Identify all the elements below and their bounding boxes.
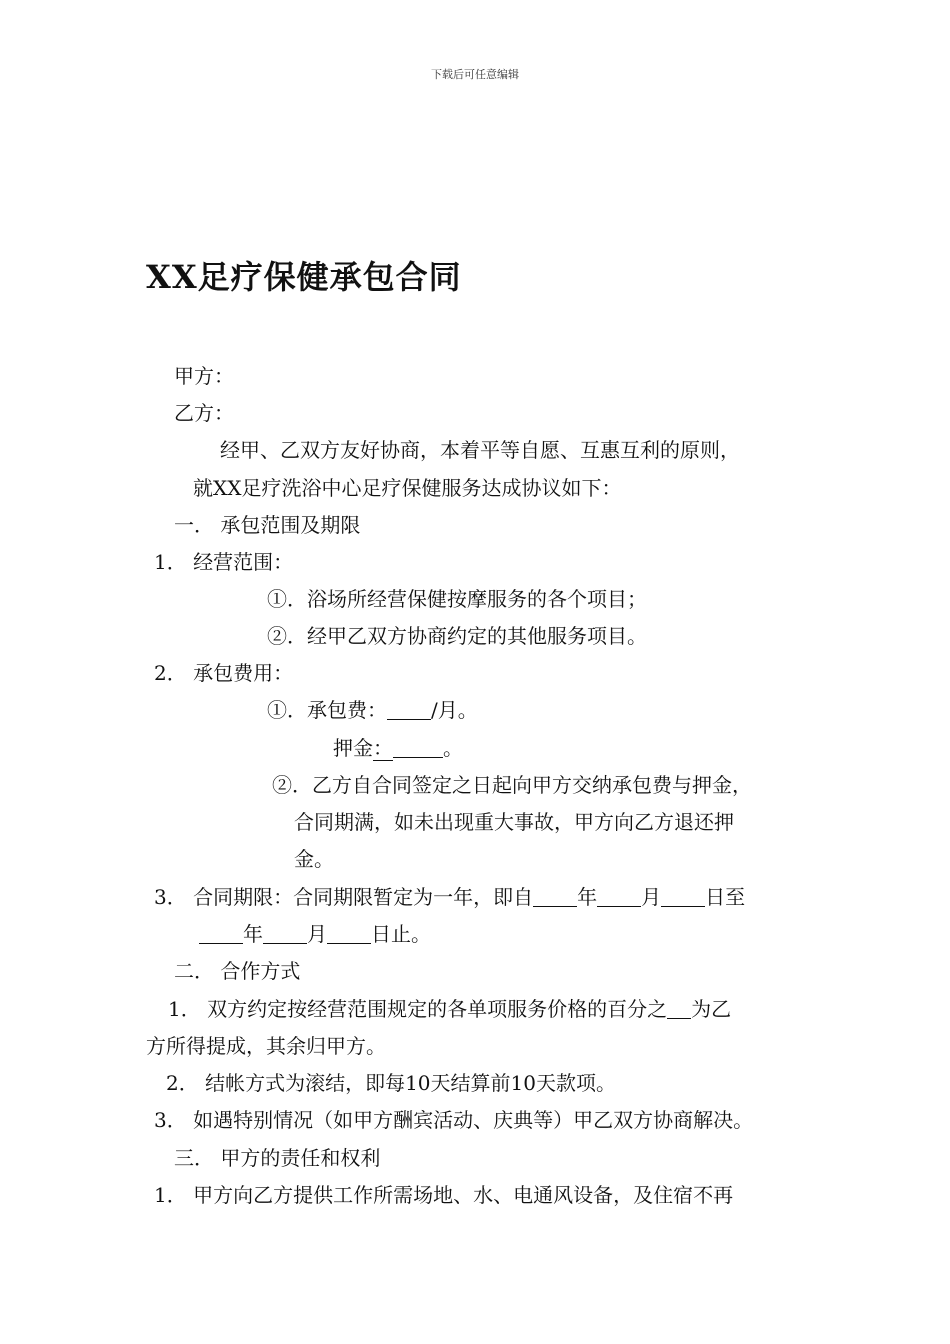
- item-2-1-cont: 方所得提成，其余归甲方。: [146, 1034, 386, 1058]
- deposit-end: 。: [443, 736, 463, 760]
- item-1-2-c-line-2: 合同期满，如未出现重大事故，甲方向乙方退还押: [294, 810, 734, 834]
- item-1-1: 1． 经营范围：: [154, 550, 294, 574]
- party-b-label: 乙方：: [174, 401, 234, 425]
- year-label: 年: [577, 885, 598, 909]
- fee-blank: [387, 699, 431, 720]
- start-year-blank: [533, 886, 577, 907]
- item-1-2-c-line-1: ②．乙方自合同签定之日起向甲方交纳承包费与押金，: [272, 773, 752, 797]
- day-to-label: 日至: [705, 885, 746, 909]
- intro-line-1: 经甲、乙双方友好协商，本着平等自愿、互惠互利的原则，: [220, 438, 740, 462]
- day-end-label: 日止。: [371, 922, 431, 946]
- year-label: 年: [243, 922, 263, 946]
- month-label: 月: [307, 922, 327, 946]
- deposit-label: 押金: [333, 736, 373, 760]
- item-2-2: 2． 结帐方式为滚结，即每10天结算前10天款项。: [166, 1071, 616, 1095]
- item-1-2-a: [267, 698, 478, 722]
- month-label: 月: [641, 885, 662, 909]
- deposit-colon: ：: [373, 736, 393, 760]
- term-label: 3． 合同期限：合同期限暂定为一年，即自: [154, 885, 534, 909]
- percent-blank: [667, 998, 691, 1019]
- item-1-3-cont: [199, 922, 431, 946]
- commission-end: 为乙: [691, 997, 732, 1021]
- item-1-2: 2． 承包费用：: [154, 661, 294, 685]
- end-day-blank: [327, 923, 371, 944]
- party-a-label: 甲方：: [174, 364, 234, 388]
- end-year-blank: [199, 923, 243, 944]
- document-title: XX足疗保健承包合同: [146, 258, 462, 296]
- item-1-3: [154, 885, 745, 909]
- end-month-blank: [263, 923, 307, 944]
- item-1-1-b: ②．经甲乙双方协商约定的其他服务项目。: [267, 624, 647, 648]
- fee-unit: /月。: [431, 698, 478, 722]
- section-2-heading: 二． 合作方式: [174, 959, 301, 983]
- item-3-1: 1． 甲方向乙方提供工作所需场地、水、电通风设备，及住宿不再: [154, 1183, 734, 1207]
- item-2-3: 3． 如遇特别情况（如甲方酬宾活动、庆典等）甲乙双方协商解决。: [154, 1108, 754, 1132]
- intro-line-2: 就XX足疗洗浴中心足疗保健服务达成协议如下：: [193, 476, 622, 500]
- start-day-blank: [661, 886, 705, 907]
- header-note: 下载后可任意编辑: [431, 68, 519, 81]
- deposit-blank: [393, 737, 443, 758]
- item-1-1-a: ①．浴场所经营保健按摩服务的各个项目；: [267, 587, 647, 611]
- item-2-1: [168, 997, 731, 1021]
- item-1-2-deposit: [333, 736, 463, 760]
- fee-label: ①．承包费：: [267, 698, 387, 722]
- item-1-2-c-line-3: 金。: [294, 847, 334, 871]
- commission-text: 1． 双方约定按经营范围规定的各单项服务价格的百分之: [168, 997, 668, 1021]
- start-month-blank: [597, 886, 641, 907]
- section-3-heading: 三． 甲方的责任和权利: [174, 1146, 381, 1170]
- section-1-heading: 一． 承包范围及期限: [174, 513, 361, 537]
